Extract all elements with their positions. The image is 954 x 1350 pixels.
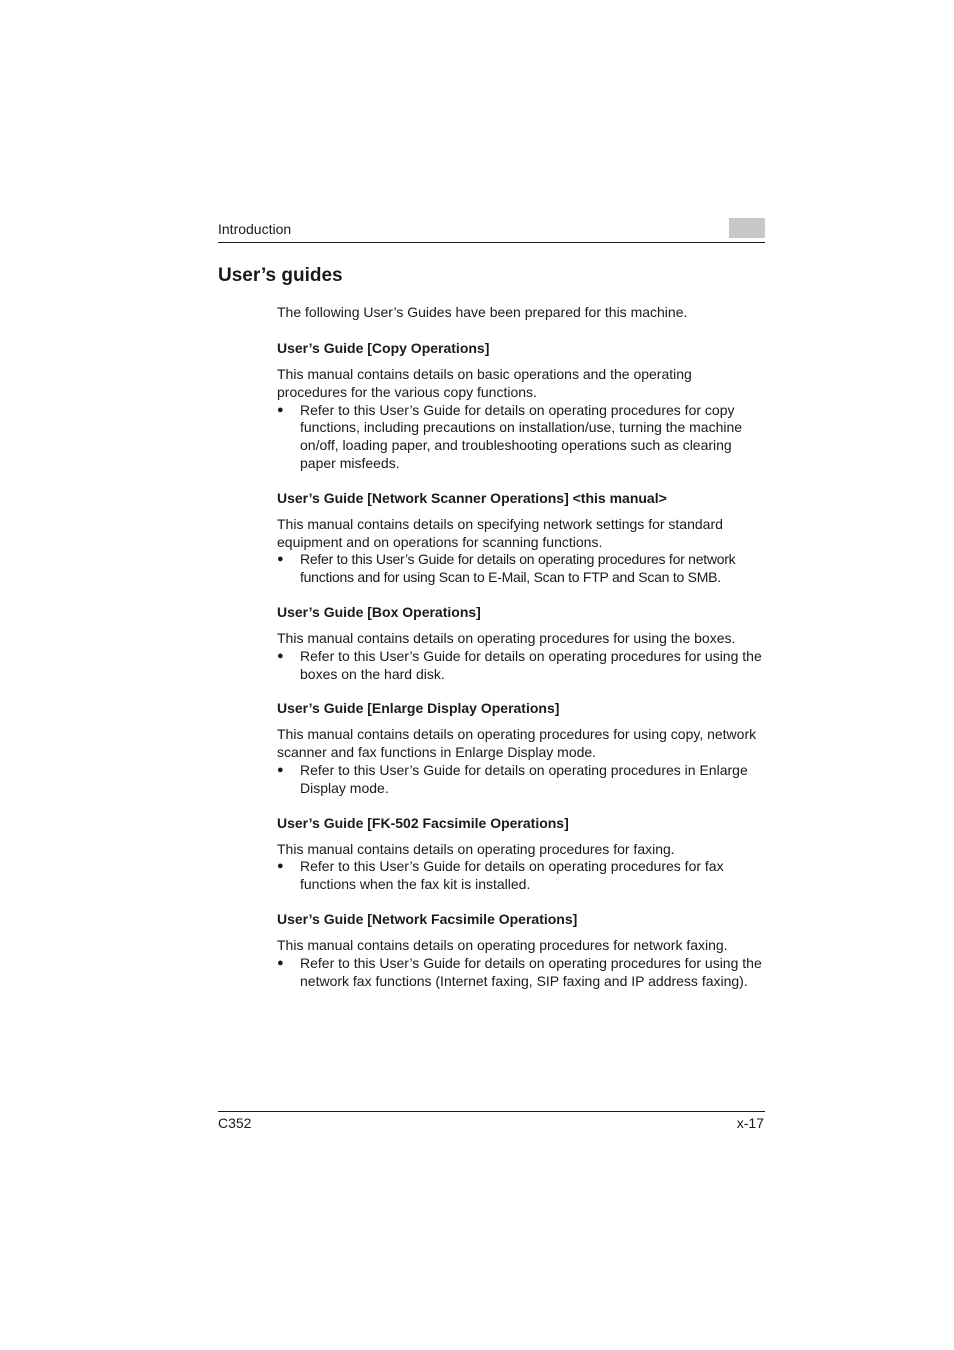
- guide-bullet-text: Refer to this User’s Guide for details on operating procedures for copy functions, including precautions on installation/use, turning the machine on/off, loading paper, and troubleshooting operations such as clearing paper misfeeds.: [300, 401, 743, 471]
- guide-description: This manual contains details on operating procedures for using copy, network scanner and fax functions in Enlarge Display mode.: [277, 726, 757, 761]
- guide-heading: User’s Guide [Enlarge Display Operations]: [277, 700, 560, 717]
- guide-bullet-list: [277, 955, 763, 991]
- bullet-icon: ●: [277, 763, 284, 776]
- guide-bullet-list: [277, 762, 763, 798]
- bullet-icon: ●: [277, 860, 284, 873]
- running-header-section: Introduction: [218, 221, 292, 237]
- page-title: User’s guides: [218, 265, 343, 286]
- guide-description: This manual contains details on operating procedures for using the boxes.: [277, 629, 736, 646]
- guide-bullet-text: Refer to this User’s Guide for details on operating procedures in Enlarge Display mode.: [300, 761, 748, 796]
- header-rule: [218, 242, 765, 243]
- guide-bullet-item: [277, 858, 763, 894]
- guide-heading: User’s Guide [Box Operations]: [277, 603, 481, 620]
- guide-bullet-text: Refer to this User’s Guide for details on operating procedures for fax functions when the fax kit is installed.: [300, 858, 724, 893]
- guide-bullet-list: [277, 858, 763, 894]
- guide-bullet-text: Refer to this User’s Guide for details on operating procedures for network functions and for using Scan to E-Mail, Scan to FTP and Scan to SMB.: [300, 551, 736, 586]
- header-tab-marker: [729, 218, 765, 238]
- guide-enlarge-display-operations: [277, 699, 763, 797]
- bullet-icon: ●: [277, 956, 284, 969]
- guide-heading: User’s Guide [Network Scanner Operations] <this manual>: [277, 489, 667, 506]
- guide-bullet-item: [277, 762, 763, 798]
- guide-bullet-text: Refer to this User’s Guide for details on operating procedures for using the network fax functions (Internet faxing, SIP faxing and IP address faxing).: [300, 954, 762, 989]
- guide-heading: User’s Guide [FK-502 Facsimile Operations]: [277, 814, 569, 831]
- guide-description: This manual contains details on basic operations and the operating procedures for the various copy functions.: [277, 366, 692, 400]
- guide-copy-operations: [277, 339, 763, 473]
- guide-bullet-list: [277, 402, 763, 473]
- intro-paragraph: The following User’s Guides have been prepared for this machine.: [277, 304, 688, 320]
- guide-bullet-text: Refer to this User’s Guide for details on operating procedures for using the boxes on the hard disk.: [300, 647, 762, 682]
- guide-heading: User’s Guide [Network Facsimile Operations]: [277, 910, 578, 927]
- footer-page-number: x-17: [736, 1115, 764, 1131]
- footer-rule: [218, 1111, 765, 1112]
- footer-model: C352: [218, 1115, 252, 1131]
- guide-fk502-facsimile-operations: [277, 814, 763, 894]
- guide-bullet-list: [277, 648, 763, 684]
- guide-bullet-item: [277, 648, 763, 684]
- bullet-icon: ●: [277, 553, 284, 566]
- guide-network-scanner-operations: [277, 489, 763, 587]
- guide-bullet-item: [277, 402, 763, 473]
- guide-description: This manual contains details on operating procedures for faxing.: [277, 840, 675, 857]
- bullet-icon: ●: [277, 649, 284, 662]
- guide-network-facsimile-operations: [277, 910, 763, 990]
- guide-description: This manual contains details on specifying network settings for standard equipment and on operations for scanning functions.: [277, 515, 723, 550]
- guide-heading: User’s Guide [Copy Operations]: [277, 340, 490, 356]
- guide-bullet-list: [277, 551, 763, 587]
- body-column: [277, 304, 763, 1006]
- bullet-icon: ●: [277, 403, 284, 416]
- guide-description: This manual contains details on operating procedures for network faxing.: [277, 936, 728, 953]
- guide-box-operations: [277, 603, 763, 683]
- guide-bullet-item: [277, 551, 763, 587]
- guide-bullet-item: [277, 955, 763, 991]
